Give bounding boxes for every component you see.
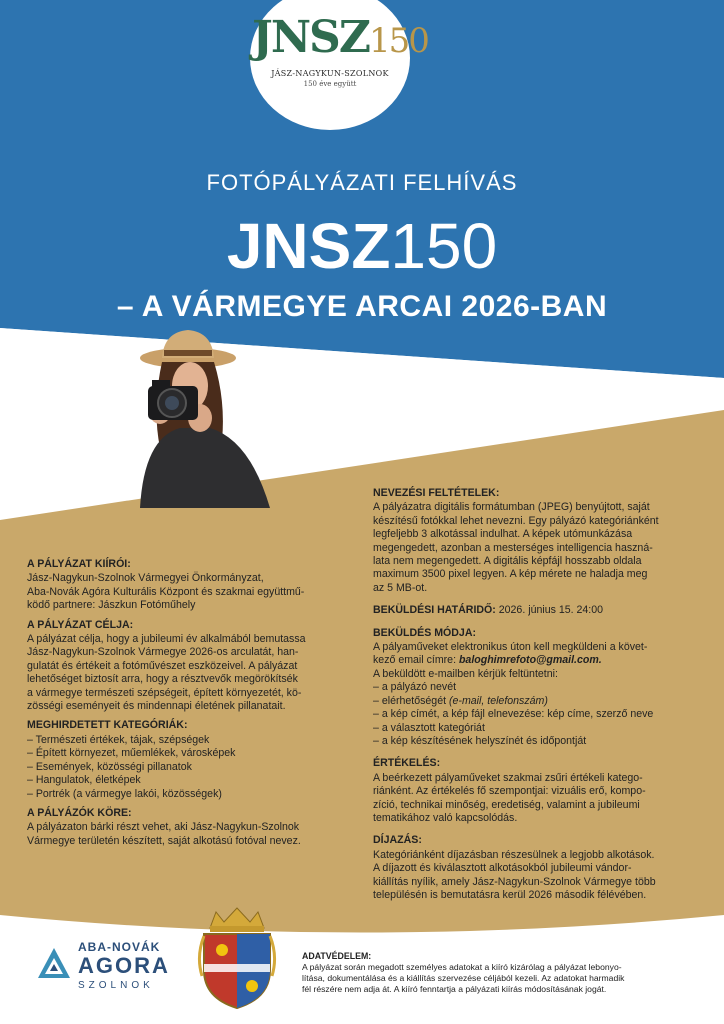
text-line: lehetőséget biztosít arra, hogy a résztvevők megörökítsék: [27, 673, 298, 686]
agora-logo: [36, 940, 196, 996]
categories-heading: MEGHIRDETETT KATEGÓRIÁK:: [27, 719, 188, 732]
logo-number: 150: [368, 21, 428, 61]
entry-conditions-text: [373, 501, 703, 595]
text-line: megengedett, azonban a mesterséges intelligencia haszná-: [373, 541, 653, 554]
call-heading: FOTÓPÁLYÁZATI FELHÍVÁS: [206, 170, 518, 195]
text-line: lítása, dokumentálása és a kiállítás szervezése céljából kezeli. Az adatokat harmadik: [302, 973, 625, 983]
email-link[interactable]: baloghimrefoto@gmail.com.: [458, 654, 602, 667]
text-line: zíció, technikai minőség, eredetiség, valamint a jubileumi: [373, 798, 640, 811]
deadline-line: [373, 604, 703, 617]
eligibility-heading: A PÁLYÁZÓK KÖRE:: [27, 806, 132, 819]
subtitle: – A VÁRMEGYE ARCAI 2026-BAN: [116, 290, 608, 323]
text-line: maximum 3500 pixel legyen. A kép mérete ne haladja meg: [373, 568, 648, 581]
evaluation-text: [373, 772, 703, 826]
submission-heading: BEKÜLDÉS MÓDJA:: [373, 626, 476, 639]
list-item-text: – elérhetőségét: [373, 694, 447, 707]
prizes-text: [373, 849, 703, 903]
text-line: A díjazott és kiválasztott alkotásokból jubileumi vándor-: [373, 862, 632, 875]
text-line: készítésű fotókkal lehet nevezni. Egy pályázó kategóriánként: [373, 514, 659, 527]
right-column: [373, 487, 703, 902]
main-title-bold: JNSZ: [226, 210, 391, 282]
list-item-note: (e-mail, telefonszám): [446, 694, 548, 707]
text-line: lata nem megengedett. A digitális képfájl hosszabb oldala: [373, 555, 642, 568]
text-line: A beérkezett pályaműveket szakmai zsűri értékeli katego-: [373, 771, 643, 784]
logo-years: 150 éve együtt: [303, 80, 357, 88]
text-line: Jász-Nagykun-Szolnok Vármegye 2026-os arculatát, han-: [27, 646, 299, 659]
text-line: A pályázatra digitális formátumban (JPEG) benyújtott, saját: [373, 501, 650, 514]
text-line: riánként. Az értékelés fő szempontjai: vizuális erő, kompo-: [373, 785, 646, 798]
main-title: [0, 210, 724, 282]
privacy-notice: [302, 951, 702, 995]
evaluation-heading: ÉRTÉKELÉS:: [373, 757, 441, 770]
organizers-text: [27, 572, 343, 612]
text-line: legfeljebb 3 alkotással indulhat. A képek utómunkázása: [373, 528, 633, 541]
text-line: Jász-Nagykun-Szolnok Vármegyei Önkormányzat,: [27, 572, 264, 585]
categories-list: [27, 734, 343, 801]
agora-triangle-icon: [36, 946, 72, 982]
eligibility-text: [27, 821, 343, 848]
text-line: zösségi eseményeit és mindennapi életének pillanatait.: [27, 700, 286, 713]
text-line: A pályázaton bárki részt vehet, aki Jász-Nagykun-Szolnok: [27, 821, 300, 834]
list-item: – a pályázó nevét: [373, 681, 457, 694]
list-item: – Épített környezet, műemlékek, városképek: [27, 747, 236, 760]
email-prefix: kező email címre:: [373, 654, 459, 667]
deadline-heading: BEKÜLDÉSI HATÁRIDŐ:: [373, 604, 496, 617]
text-line: A beküldött e-mailben kérjük feltüntetni:: [373, 667, 558, 680]
goal-text: [27, 633, 343, 713]
main-title-light: 150: [390, 210, 498, 282]
logo-mark: [252, 12, 428, 67]
agora-line-3: SZOLNOK: [78, 980, 154, 991]
privacy-heading: ADATVÉDELEM:: [302, 951, 372, 961]
entry-conditions-heading: NEVEZÉSI FELTÉTELEK:: [373, 487, 500, 499]
list-item: – Események, közösségi pillanatok: [27, 760, 192, 773]
organizers-heading: A PÁLYÁZAT KIÍRÓI:: [27, 558, 131, 570]
text-line: a vármegye természeti szépségeit, épített környezetét, kö-: [27, 686, 302, 699]
text-line: A pályaműveket elektronikus úton kell megküldeni a követ-: [373, 641, 648, 654]
text-line: az 5 MB-ot.: [373, 581, 428, 594]
text-line: fél részére nem adja át. A kiíró fenntartja a pályázati kiírás módosításának jogát.: [302, 984, 607, 994]
goal-heading: A PÁLYÁZAT CÉLJA:: [27, 618, 134, 631]
submission-text: [373, 641, 703, 748]
text-line: Aba-Novák Agóra Kulturális Központ és szakmai együttmű-: [27, 585, 305, 598]
list-item: – Hangulatok, életképek: [27, 774, 141, 787]
text-line: ködő partnere: Jászkun Fotóműhely: [27, 599, 196, 612]
text-line: Vármegye területén készített, saját alkotású fotóval nevez.: [27, 834, 301, 847]
list-item: – a választott kategóriát: [373, 721, 485, 734]
text-line: Kategóriánként díjazásban részesülnek a legjobb alkotások.: [373, 848, 655, 861]
logo-region: JÁSZ-NAGYKUN-SZOLNOK: [271, 69, 389, 78]
text-line: A pályázat célja, hogy a jubileumi év alkalmából bemutassa: [27, 633, 306, 646]
deadline-value: 2026. június 15. 24:00: [495, 604, 604, 617]
text-line: gulatát és értékeit a fotóművészet eszközeivel. A pályázat: [27, 659, 298, 672]
left-column: [27, 558, 343, 848]
photographer-photo: [100, 328, 300, 508]
agora-line-2: AGORA: [78, 953, 170, 978]
list-item: [373, 695, 703, 708]
text-line: A pályázat során megadott személyes adatokat a kiíró kizárólag a pályázat lebonyo-: [302, 962, 622, 972]
agora-line-1: ABA-NOVÁK: [78, 940, 161, 954]
county-crest-icon: [196, 906, 278, 1010]
list-item: – Portrék (a vármegye lakói, közösségek): [27, 787, 222, 800]
list-item: – a kép készítésének helyszínét és időpontját: [373, 734, 587, 747]
jnsz-logo: [252, 12, 428, 88]
text-line: [373, 654, 703, 667]
prizes-heading: DÍJAZÁS:: [373, 834, 422, 847]
logo-mark-text: JNSZ: [252, 12, 369, 63]
list-item: – Természeti értékek, tájak, szépségek: [27, 733, 210, 746]
text-line: kiállítás nyílik, amely Jász-Nagykun-Szolnok Vármegye több: [373, 875, 656, 888]
text-line: tematikához való kapcsolódás.: [373, 811, 518, 824]
text-line: településén is bemutatásra kerül 2026 második félévében.: [373, 888, 647, 901]
list-item: – a kép címét, a kép fájl elnevezése: kép címe, szerző neve: [373, 708, 654, 721]
